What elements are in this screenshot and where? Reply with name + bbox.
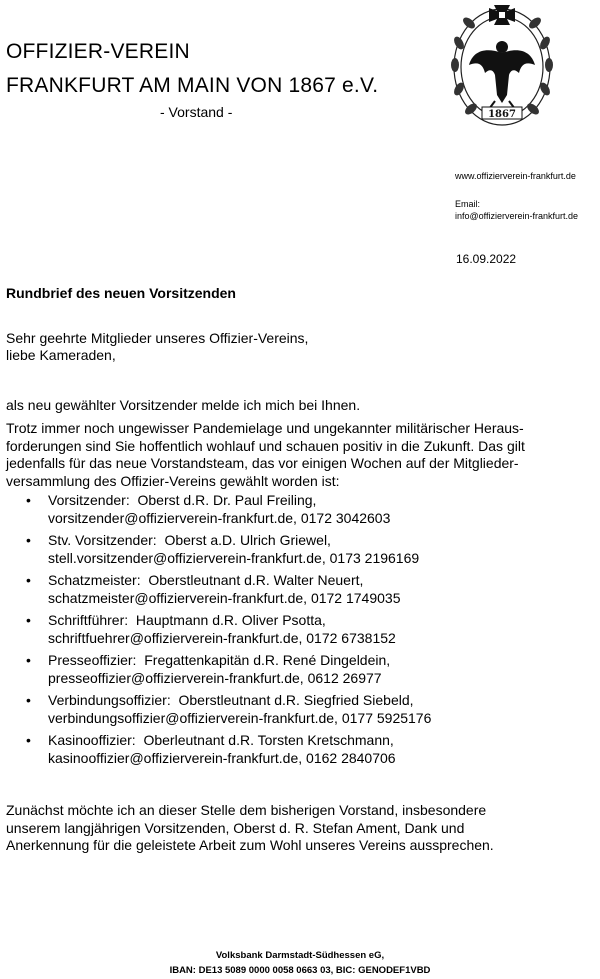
salutation-line-2: liebe Kameraden, <box>6 347 116 363</box>
paragraph-line: Zunächst möchte ich an dieser Stelle dem bisherigen Vorstand, insbesondere <box>6 802 487 818</box>
list-item <box>6 652 588 687</box>
paragraph-line: Anerkennung für die geleistete Arbeit zum Wohl unseres Vereins aussprechen. <box>6 837 494 853</box>
list-item <box>6 492 588 527</box>
list-item <box>6 732 588 767</box>
member-name: Oberst a.D. Ulrich Griewel, <box>164 532 331 548</box>
paragraph-line: unserem langjährigen Vorsitzenden, Oberst d. R. Stefan Ament, Dank und <box>6 819 465 836</box>
member-contact: kasinooffizier@offizierverein-frankfurt.de, 0162 2840706 <box>48 749 396 766</box>
org-name-line-2: FRANKFURT AM MAIN VON 1867 e.V. <box>6 74 379 97</box>
board-member-list <box>6 492 588 772</box>
website-link[interactable]: www.offizierverein-frankfurt.de <box>455 171 576 181</box>
member-name: Oberst d.R. Dr. Paul Freiling, <box>137 492 317 508</box>
member-contact: schriftfuehrer@offizierverein-frankfurt.de, 0172 6738152 <box>48 629 396 646</box>
letter-date: 16.09.2022 <box>456 252 517 266</box>
member-name: Hauptmann d.R. Oliver Psotta, <box>135 612 326 628</box>
bullet-icon: • <box>26 492 31 508</box>
org-name-line-1: OFFIZIER-VEREIN <box>6 40 190 63</box>
bullet-icon: • <box>26 652 31 668</box>
member-role: Stv. Vorsitzender: <box>48 532 157 548</box>
member-role: Kasinooffizier: <box>48 732 136 748</box>
paragraph-line: jedenfalls für das neue Vorstandsteam, das vor einigen Wochen auf der Mitglieder- <box>6 455 519 471</box>
list-item <box>6 532 588 567</box>
email-link[interactable]: info@offizierverein-frankfurt.de <box>455 211 579 221</box>
association-emblem-logo <box>449 3 555 131</box>
emblem-year-text: 1867 <box>488 109 516 120</box>
bullet-icon: • <box>26 612 31 628</box>
bullet-icon: • <box>26 732 31 748</box>
member-name: Oberstleutnant d.R. Siegfried Siebeld, <box>178 692 414 708</box>
intro-sentence: als neu gewählter Vorsitzender melde ich mich bei Ihnen. <box>6 397 361 413</box>
member-contact: stell.vorsitzender@offizierverein-frankfurt.de, 0173 2196169 <box>48 549 420 566</box>
paragraph-1 <box>6 420 588 490</box>
paragraph-line: Trotz immer noch ungewisser Pandemielage und ungekannter militärischer Heraus- <box>6 420 524 436</box>
footer-bank-details: IBAN: DE13 5089 0000 0058 0663 03, BIC: GENODEF1VBD <box>169 965 431 976</box>
salutation-line-1: Sehr geehrte Mitglieder unseres Offizier-Vereins, <box>6 330 309 346</box>
member-role: Vorsitzender: <box>48 492 130 508</box>
member-name: Fregattenkapitän d.R. René Dingeldein, <box>144 652 391 668</box>
member-role: Schriftführer: <box>48 612 129 628</box>
board-subtitle: - Vorstand - <box>160 104 233 120</box>
email-label: Email: <box>455 199 481 209</box>
footer-bank-name: Volksbank Darmstadt-Südhessen eG, <box>215 950 385 961</box>
member-name: Oberstleutnant d.R. Walter Neuert, <box>148 572 364 588</box>
member-contact: presseoffizier@offizierverein-frankfurt.de, 0612 26977 <box>48 669 382 686</box>
list-item <box>6 572 588 607</box>
bullet-icon: • <box>26 532 31 548</box>
member-contact: schatzmeister@offizierverein-frankfurt.de, 0172 1749035 <box>48 589 401 606</box>
paragraph-line: versammlung des Offizier-Vereins gewählt worden ist: <box>6 472 340 489</box>
paragraph-2 <box>6 802 588 855</box>
list-item <box>6 692 588 727</box>
bullet-icon: • <box>26 572 31 588</box>
member-role: Schatzmeister: <box>48 572 141 588</box>
member-name: Oberleutnant d.R. Torsten Kretschmann, <box>143 732 394 748</box>
member-role: Verbindungsoffizier: <box>48 692 171 708</box>
paragraph-line: forderungen sind Sie hoffentlich wohlauf und schauen positiv in die Zukunft. Das gilt <box>6 437 525 454</box>
member-role: Presseoffizier: <box>48 652 137 668</box>
member-contact: verbindungsoffizier@offizierverein-frankfurt.de, 0177 5925176 <box>48 709 432 726</box>
bullet-icon: • <box>26 692 31 708</box>
letter-subject: Rundbrief des neuen Vorsitzenden <box>6 285 236 301</box>
list-item <box>6 612 588 647</box>
member-contact: vorsitzender@offizierverein-frankfurt.de, 0172 3042603 <box>48 509 391 526</box>
